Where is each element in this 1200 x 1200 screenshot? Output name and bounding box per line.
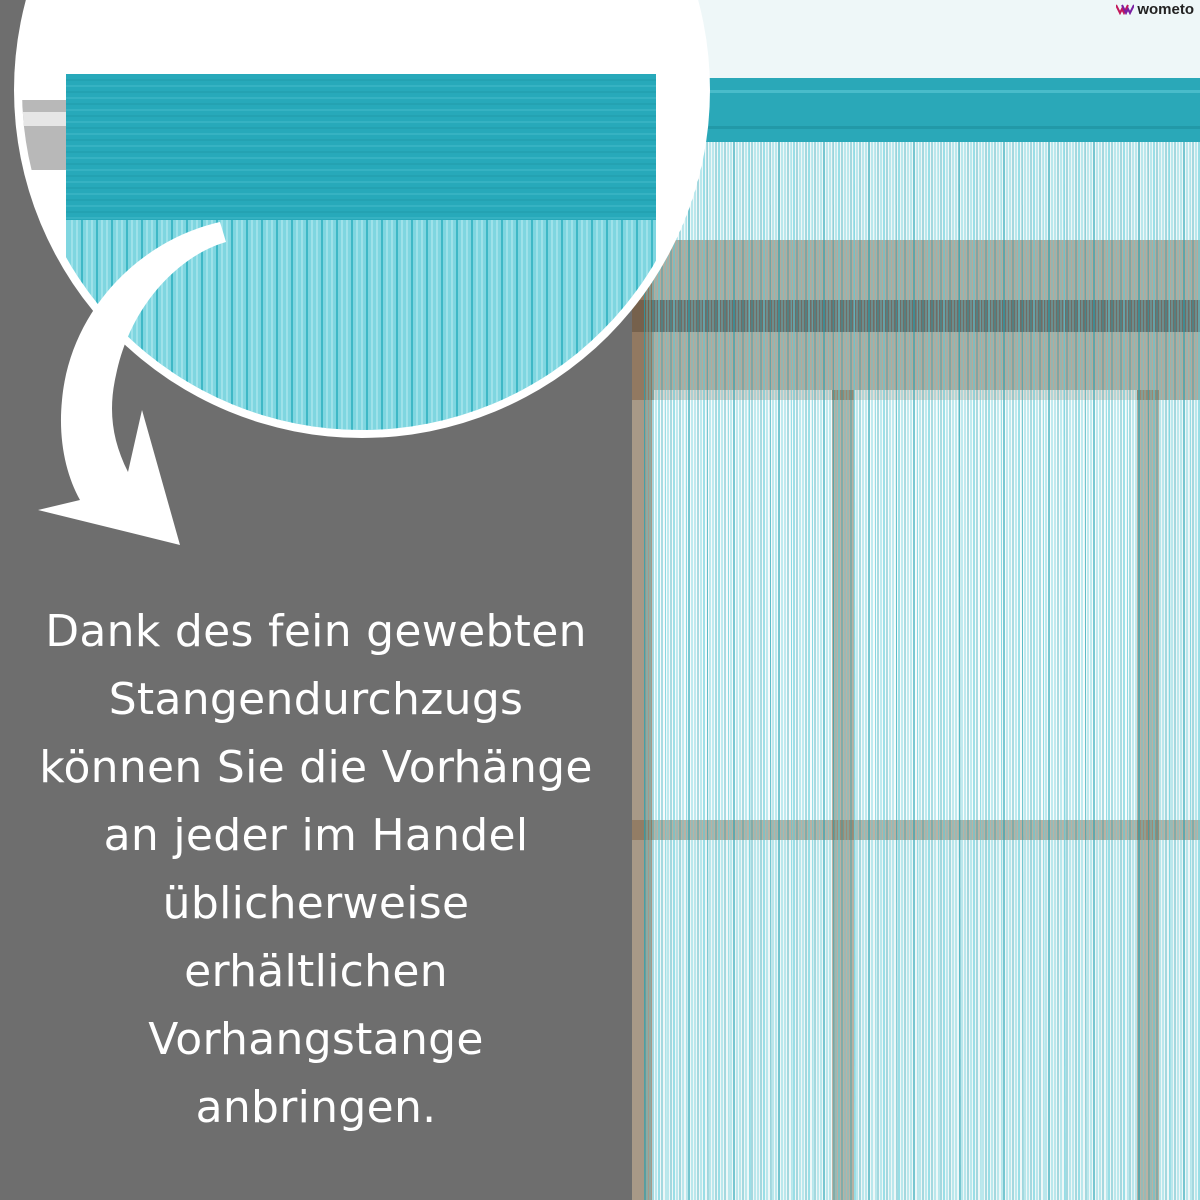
headline-line: an jeder im Handel (103, 810, 529, 861)
headline-line: üblicherweise (162, 878, 470, 929)
brand-name: wometo (1137, 0, 1194, 18)
curtain-strings (644, 78, 1200, 1200)
headline-line: anbringen. (195, 1082, 437, 1133)
curtain-rod-pocket (650, 78, 1200, 142)
headline-text (0, 598, 632, 1142)
headline-line: erhältlichen (184, 946, 448, 997)
headline-line: können Sie die Vorhänge (39, 742, 593, 793)
headline-line: Stangendurchzugs (108, 674, 524, 725)
headline-line: Vorhangstange (148, 1014, 484, 1065)
brand-logo (1116, 0, 1194, 18)
wometo-logo-icon (1116, 3, 1134, 15)
curved-arrow-down-icon (30, 210, 230, 560)
curtain-photo (632, 0, 1200, 1200)
headline-line: Dank des fein gewebten (45, 606, 587, 657)
